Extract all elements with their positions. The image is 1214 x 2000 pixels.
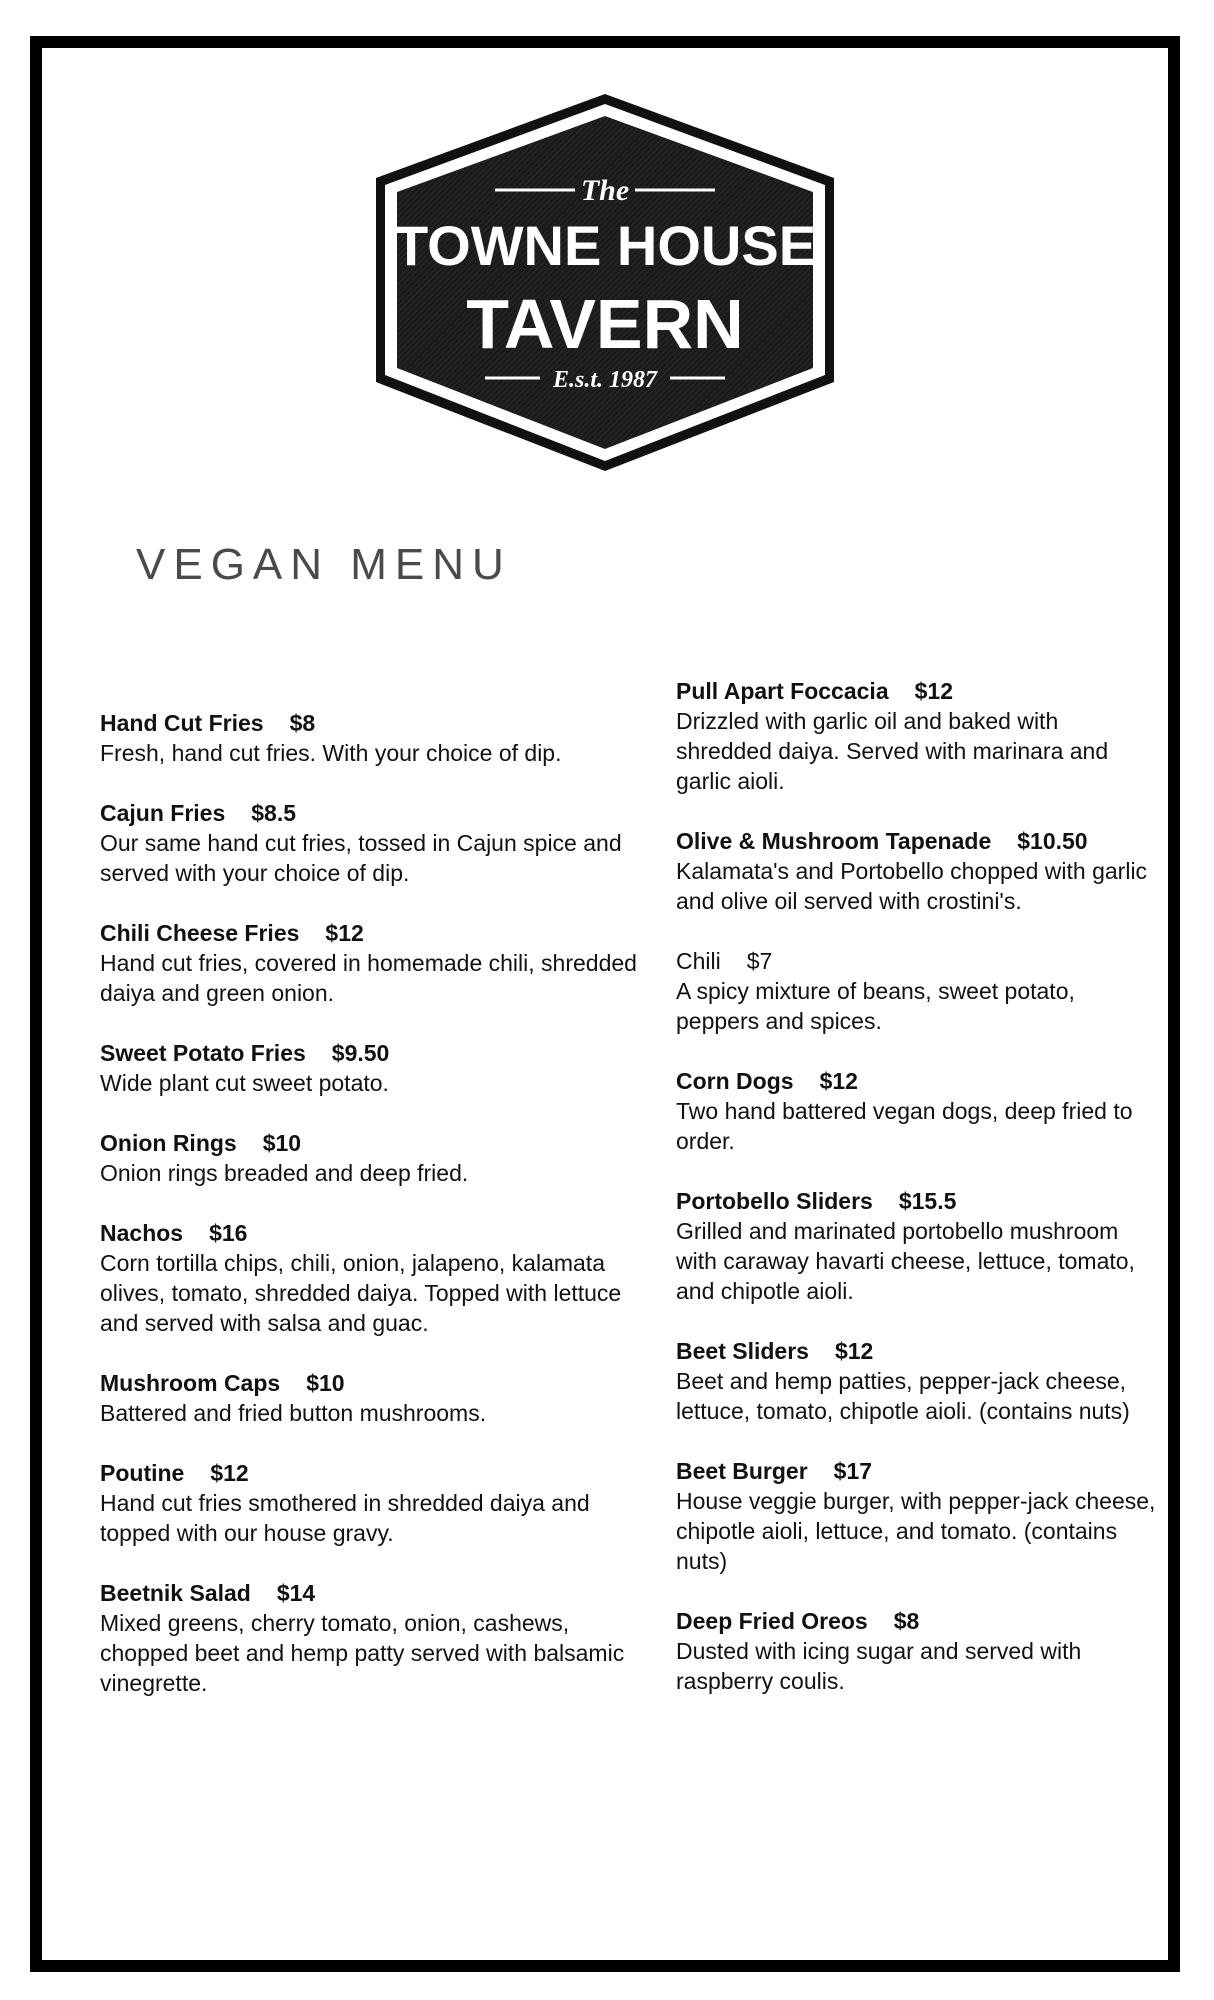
menu-item-description: Hand cut fries, covered in homemade chili, shredded daiya and green onion. [100, 950, 637, 1006]
menu-title: VEGAN MENU [136, 540, 512, 589]
menu-item [100, 708, 640, 768]
menu-item-name: Portobello Sliders [676, 1188, 873, 1214]
menu-item [100, 1368, 640, 1428]
menu-item-name: Beet Sliders [676, 1338, 809, 1364]
menu-item-heading [676, 1606, 1156, 1636]
menu-item-name: Onion Rings [100, 1130, 237, 1156]
menu-item-name: Beet Burger [676, 1458, 808, 1484]
menu-item [100, 1128, 640, 1188]
menu-item-description: Two hand battered vegan dogs, deep fried to order. [676, 1098, 1133, 1154]
menu-item-description: Beet and hemp patties, pepper-jack cheese, lettuce, tomato, chipotle aioli. (contains nuts) [676, 1368, 1130, 1424]
menu-item-name: Sweet Potato Fries [100, 1040, 306, 1066]
menu-item-heading [676, 826, 1156, 856]
menu-item-name: Deep Fried Oreos [676, 1608, 868, 1634]
logo-towne-house-text: TOWNE HOUSE [393, 214, 817, 277]
logo-the-text: The [580, 174, 630, 207]
menu-item [100, 1218, 640, 1338]
menu-item-heading [100, 1368, 640, 1398]
menu-item [100, 1038, 640, 1098]
menu-item [100, 918, 640, 1008]
menu-item-name: Poutine [100, 1460, 185, 1486]
menu-item-heading [676, 1456, 1156, 1486]
menu-item [676, 1066, 1156, 1156]
menu-item-price: $7 [746, 948, 773, 974]
menu-item-name: Chili Cheese Fries [100, 920, 300, 946]
menu-item-name: Corn Dogs [676, 1068, 794, 1094]
menu-item-price: $8 [893, 1608, 920, 1634]
menu-item-price: $10 [262, 1130, 302, 1156]
menu-item-price: $12 [325, 920, 364, 946]
menu-item-heading [676, 1336, 1156, 1366]
menu-item-price: $8.5 [251, 800, 297, 826]
menu-item-description: Kalamata's and Portobello chopped with garlic and olive oil served with crostini's. [676, 858, 1148, 914]
menu-item [676, 1606, 1156, 1696]
menu-item [676, 946, 1156, 1036]
menu-item-name: Olive & Mushroom Tapenade [676, 828, 992, 854]
menu-item-description: Mixed greens, cherry tomato, onion, cashews, chopped beet and hemp patty served with balsamic vinegrette. [100, 1610, 625, 1696]
menu-item-description: Dusted with icing sugar and served with raspberry coulis. [676, 1638, 1082, 1694]
menu-item-description: Wide plant cut sweet potato. [100, 1070, 389, 1096]
menu-item-name: Cajun Fries [100, 800, 226, 826]
menu-item [100, 798, 640, 888]
menu-item [100, 1578, 640, 1698]
menu-item-description: Corn tortilla chips, chili, onion, jalapeno, kalamata olives, tomato, shredded daiya. Topped with lettuce and served with salsa and guac. [100, 1250, 622, 1336]
menu-item-heading [100, 798, 640, 828]
menu-item [676, 826, 1156, 916]
menu-item-name: Pull Apart Foccacia [676, 678, 889, 704]
menu-item-name: Mushroom Caps [100, 1370, 281, 1396]
menu-item-price: $8 [289, 710, 316, 736]
menu-item-description: Drizzled with garlic oil and baked with shredded daiya. Served with marinara and garlic aioli. [676, 708, 1109, 794]
menu-item-heading [100, 1578, 640, 1608]
menu-item-price: $10 [306, 1370, 345, 1396]
menu-item-price: $16 [209, 1220, 248, 1246]
menu-item-name: Chili [676, 948, 721, 974]
menu-item-name: Nachos [100, 1220, 184, 1246]
menu-item-heading [100, 708, 640, 738]
menu-item-heading [676, 1186, 1156, 1216]
menu-item-price: $12 [834, 1338, 874, 1364]
menu-item-description: House veggie burger, with pepper-jack cheese, chipotle aioli, lettuce, and tomato. (contains nuts) [676, 1488, 1156, 1574]
menu-item-heading [100, 1038, 640, 1068]
menu-item-price: $9.50 [331, 1040, 390, 1066]
menu-item-heading [100, 1218, 640, 1248]
menu-item-price: $17 [833, 1458, 873, 1484]
menu-item-heading [676, 1066, 1156, 1096]
menu-item-description: Fresh, hand cut fries. With your choice of dip. [100, 740, 562, 766]
menu-item-heading [100, 1458, 640, 1488]
menu-item-heading [676, 676, 1156, 706]
menu-item-price: $14 [276, 1580, 316, 1606]
menu-item-heading [100, 918, 640, 948]
menu-item-description: Our same hand cut fries, tossed in Cajun spice and served with your choice of dip. [100, 830, 622, 886]
menu-item [676, 1456, 1156, 1576]
logo-tavern-text: TAVERN [466, 285, 744, 363]
menu-item-description: Battered and fried button mushrooms. [100, 1400, 487, 1426]
menu-item-heading [100, 1128, 640, 1158]
logo-est-text: E.s.t. 1987 [552, 367, 658, 393]
menu-item [100, 1458, 640, 1548]
menu-item-price: $12 [914, 678, 953, 704]
tavern-logo [365, 90, 845, 475]
menu-item-description: Grilled and marinated portobello mushroom with caraway havarti cheese, lettuce, tomato, and chipotle aioli. [676, 1218, 1135, 1304]
menu-item [676, 1186, 1156, 1306]
menu-item-price: $12 [210, 1460, 249, 1486]
menu-item [676, 676, 1156, 796]
menu-column-left [100, 708, 640, 1728]
menu-item-description: Onion rings breaded and deep fried. [100, 1160, 469, 1186]
menu-item-heading [676, 946, 1156, 976]
menu-item-price: $12 [819, 1068, 858, 1094]
menu-column-right [676, 676, 1156, 1726]
menu-item-name: Beetnik Salad [100, 1580, 251, 1606]
menu-item-description: A spicy mixture of beans, sweet potato, peppers and spices. [676, 978, 1075, 1034]
menu-item [676, 1336, 1156, 1426]
menu-item-price: $15.5 [898, 1188, 957, 1214]
menu-item-description: Hand cut fries smothered in shredded daiya and topped with our house gravy. [100, 1490, 590, 1546]
menu-item-name: Hand Cut Fries [100, 710, 264, 736]
menu-item-price: $10.50 [1017, 828, 1088, 854]
